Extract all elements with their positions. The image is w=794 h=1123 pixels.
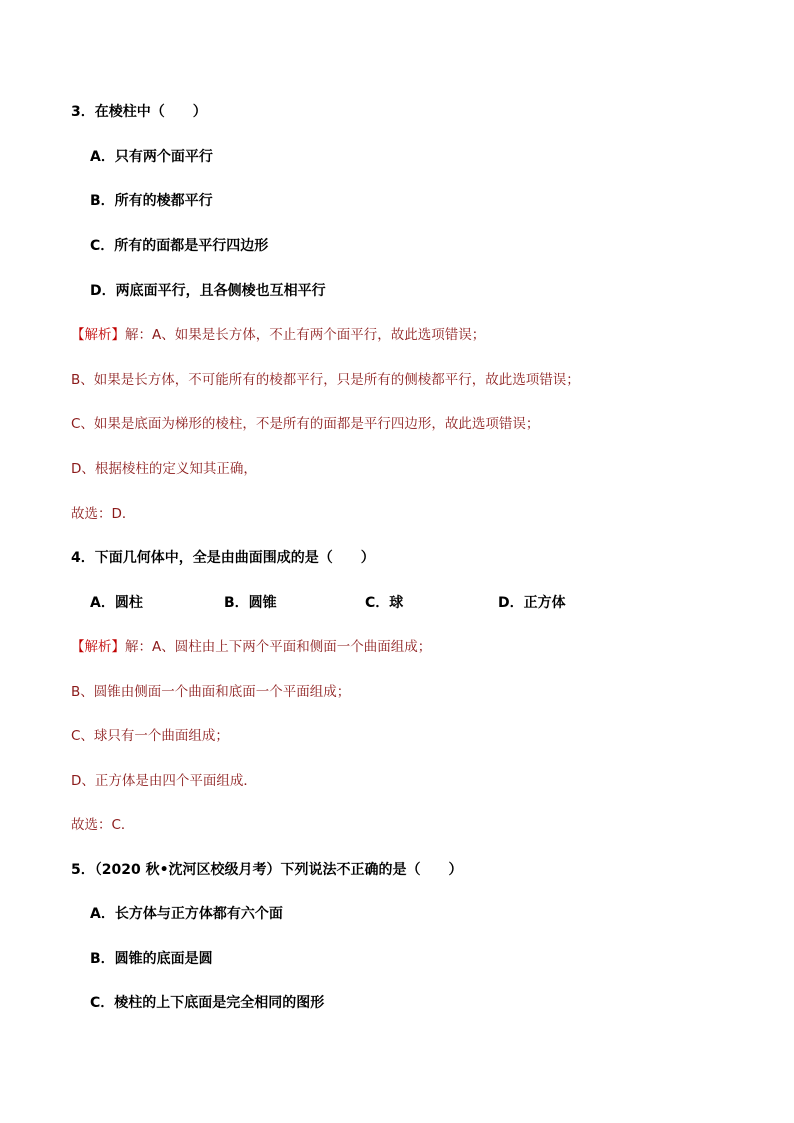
question-4-option-b: B．圆锥 — [224, 595, 277, 611]
question-4-analysis-line-2: B、圆锥由侧面一个曲面和底面一个平面组成； — [71, 684, 351, 700]
question-3-analysis-line-2: B、如果是长方体，不可能所有的棱都平行，只是所有的侧棱都平行，故此选项错误； — [71, 372, 580, 388]
question-3-stem: 3．在棱柱中（ ） — [71, 104, 207, 120]
question-3-option-a: A．只有两个面平行 — [90, 149, 213, 165]
question-3-option-b: B．所有的棱都平行 — [90, 193, 213, 209]
question-5-option-a: A．长方体与正方体都有六个面 — [90, 906, 283, 922]
analysis-text: 解：A、如果是长方体，不止有两个面平行，故此选项错误； — [125, 327, 486, 343]
question-4-stem: 4．下面几何体中，全是由曲面围成的是（ ） — [71, 550, 375, 566]
question-4-option-c: C．球 — [365, 595, 404, 611]
analysis-tag: 【解析】 — [71, 639, 125, 655]
question-3-analysis-line-1 — [71, 325, 485, 345]
question-3-option-c: C．所有的面都是平行四边形 — [90, 238, 269, 254]
question-4-analysis-line-1 — [71, 637, 431, 657]
question-3-analysis-line-4: D、根据棱柱的定义知其正确， — [71, 461, 257, 477]
question-4-options-row — [0, 593, 794, 613]
question-5-option-c: C．棱柱的上下底面是完全相同的图形 — [90, 995, 325, 1011]
question-4-option-d: D．正方体 — [498, 595, 566, 611]
question-4-analysis-line-3: C、球只有一个曲面组成； — [71, 728, 229, 744]
question-3-answer: 故选：D． — [71, 506, 136, 522]
question-3-option-d: D．两底面平行，且各侧棱也互相平行 — [90, 283, 326, 299]
question-4-answer: 故选：C． — [71, 817, 135, 833]
analysis-text: 解：A、圆柱由上下两个平面和侧面一个曲面组成； — [125, 639, 432, 655]
analysis-tag: 【解析】 — [71, 327, 125, 343]
question-5-stem: 5．（2020 秋•沈河区校级月考）下列说法不正确的是（ ） — [71, 862, 463, 878]
question-5-option-b: B．圆锥的底面是圆 — [90, 951, 213, 967]
question-4-option-a: A．圆柱 — [90, 595, 143, 611]
question-3-analysis-line-3: C、如果是底面为梯形的棱柱，不是所有的面都是平行四边形，故此选项错误； — [71, 416, 540, 432]
question-4-analysis-line-4: D、正方体是由四个平面组成． — [71, 773, 257, 789]
